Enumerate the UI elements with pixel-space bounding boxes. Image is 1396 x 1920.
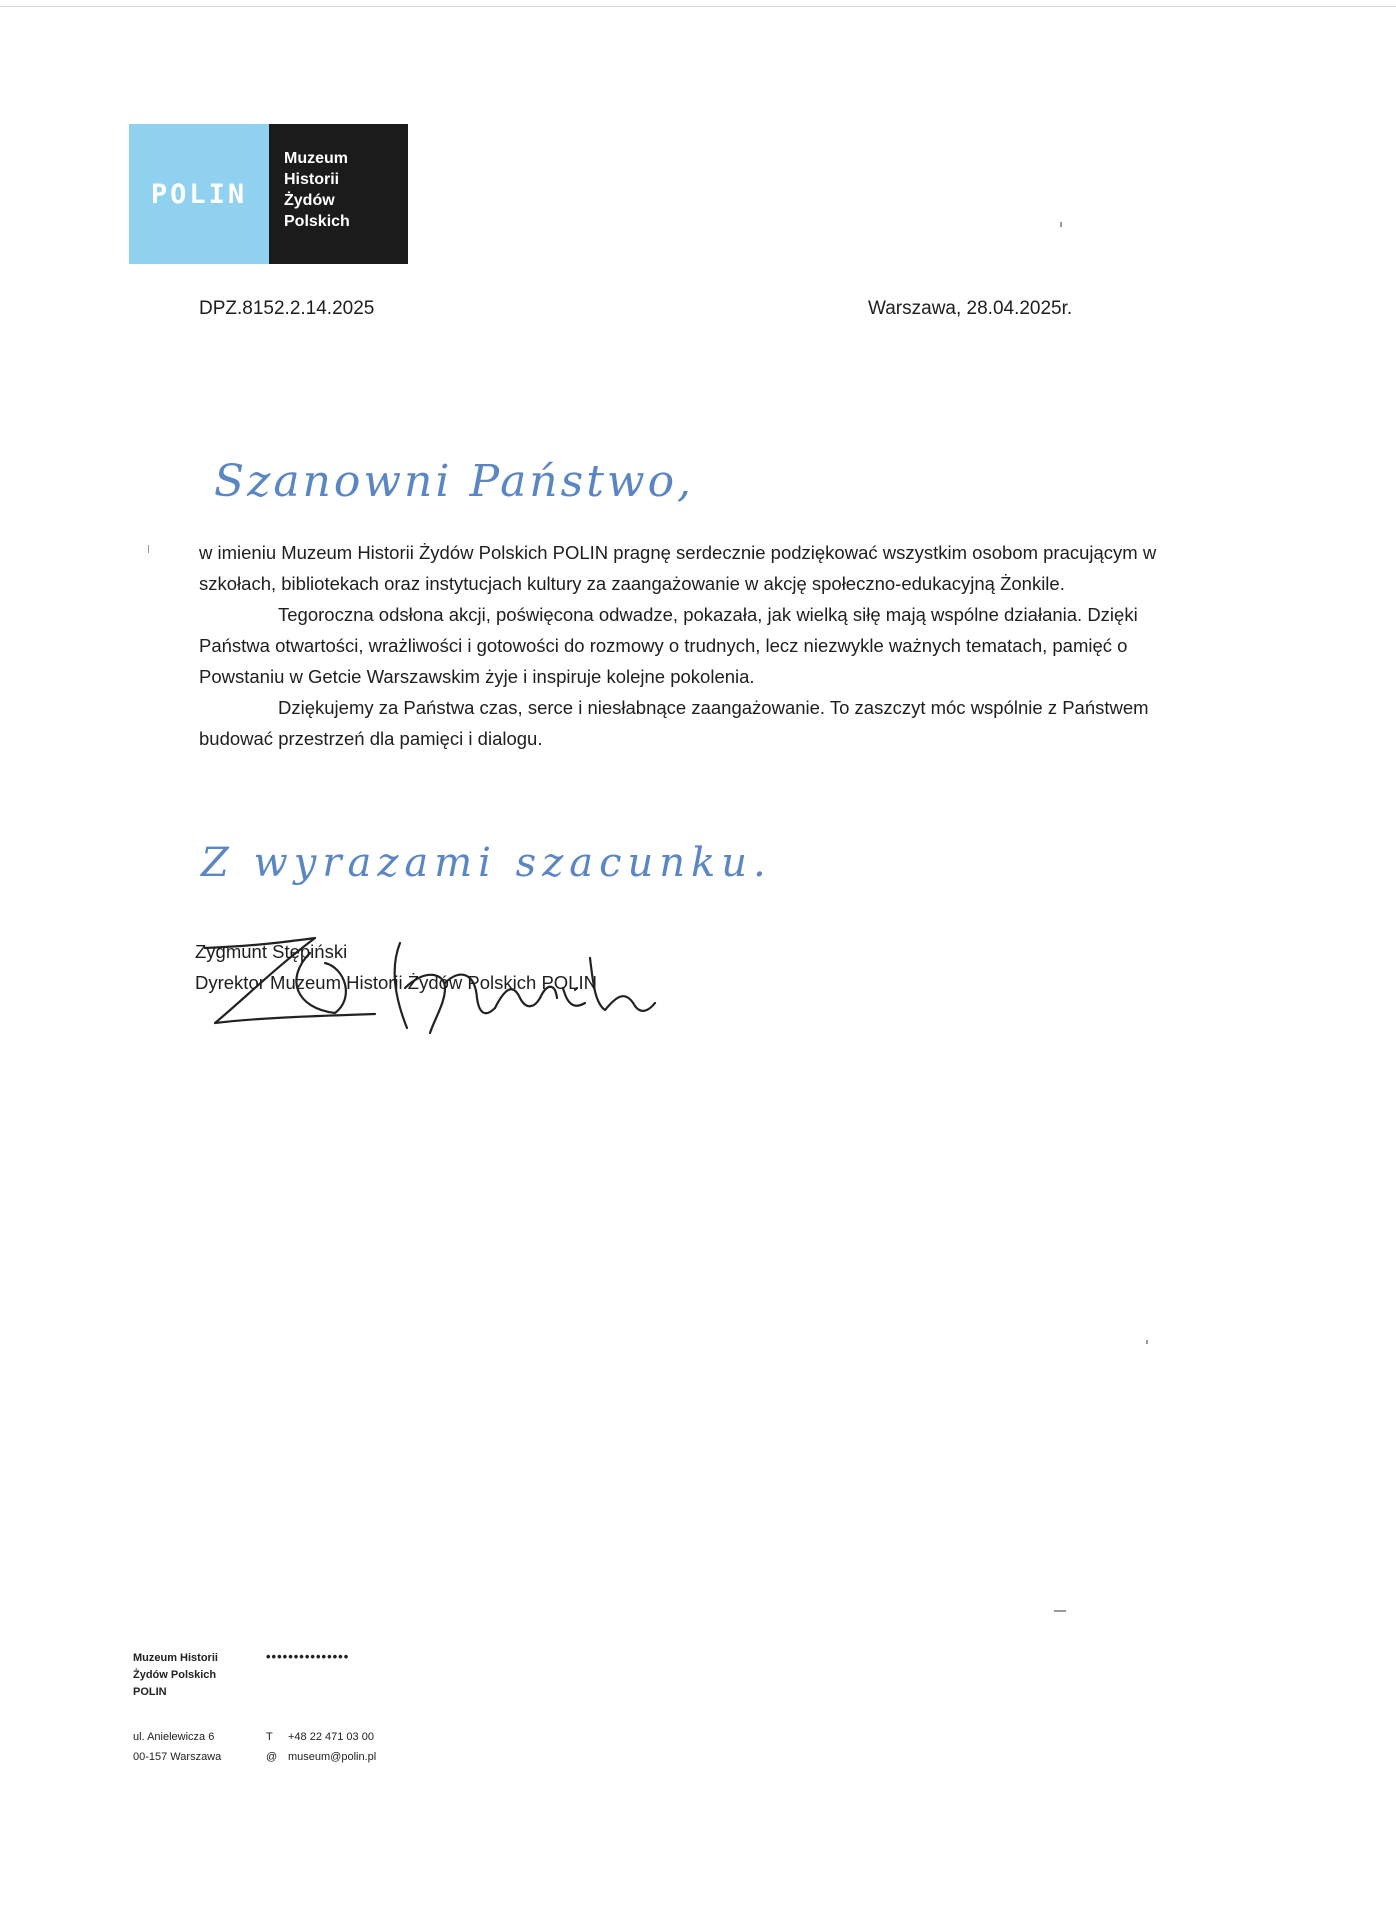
scan-speck — [1054, 1610, 1066, 1612]
logo-wordmark: POLIN — [150, 178, 248, 210]
signatory-title: Dyrektor Muzeum Historii Żydów Polskich POLIN — [195, 972, 597, 993]
place-date: Warszawa, 28.04.2025r. — [868, 298, 1073, 319]
letter-body — [199, 537, 1179, 754]
email-label: @ — [266, 1751, 278, 1763]
footer-contact — [266, 1727, 376, 1767]
scan-speck — [148, 545, 149, 553]
body-paragraph: Dziękujemy za Państwa czas, serce i niesłabnące zaangażowanie. To zaszczyt móc wspólnie z Państwem budować przestrzeń dla pamięci i dialogu. — [199, 697, 1149, 749]
body-paragraph: Tegoroczna odsłona akcji, poświęcona odwadze, pokazała, jak wielką siłę mają wspólne działania. Dzięki Państwa otwartości, wrażliwości i gotowości do rozmowy o trudnych, lecz niezwykle ważnych tematach, pamięć o Powstaniu w Getcie Warszawskim żyje i inspiruje kolejne pokolenia. — [199, 604, 1138, 687]
logo-name-line: Historii — [284, 171, 340, 188]
footer-address — [133, 1727, 221, 1767]
logo-name-line: Żydów — [284, 192, 335, 209]
polin-logo — [129, 124, 408, 264]
footer-address-line: 00-157 Warszawa — [133, 1751, 222, 1763]
handwritten-closing: Z wyrazami szacunku. — [201, 840, 772, 886]
footer-email — [266, 1747, 376, 1767]
scan-speck — [1146, 1340, 1148, 1344]
logo-name-line: Muzeum — [284, 150, 348, 167]
phone-number: +48 22 471 03 00 — [288, 1731, 374, 1743]
footer-organization — [133, 1650, 218, 1701]
handwritten-salutation: Szanowni Państwo, — [214, 456, 695, 507]
footer-dots-divider: ••••••••••••••• — [266, 1649, 350, 1664]
phone-label: T — [266, 1731, 273, 1743]
logo-name-panel — [269, 124, 408, 264]
scan-speck — [1060, 222, 1062, 227]
logo-wordmark-panel — [129, 124, 269, 264]
logo-name-line: Polskich — [284, 213, 350, 230]
footer-org-line: POLIN — [133, 1686, 167, 1698]
footer-phone — [266, 1727, 376, 1747]
body-paragraph: w imieniu Muzeum Historii Żydów Polskich POLIN pragnę serdecznie podziękować wszystkim osobom pracującym w szkołach, bibliotekach oraz instytucjach kultury za zaangażowanie w akcję społeczno-edukacyjną Żonkile. — [199, 542, 1157, 594]
footer-org-line: Żydów Polskich — [133, 1669, 217, 1681]
page-top-edge — [0, 6, 1396, 7]
footer-org-line: Muzeum Historii — [133, 1652, 218, 1664]
email-address: museum@polin.pl — [288, 1751, 377, 1763]
footer-address-line: ul. Anielewicza 6 — [133, 1731, 215, 1743]
signatory-name: Zygmunt Stępiński — [195, 941, 348, 962]
reference-number: DPZ.8152.2.14.2025 — [199, 298, 375, 319]
